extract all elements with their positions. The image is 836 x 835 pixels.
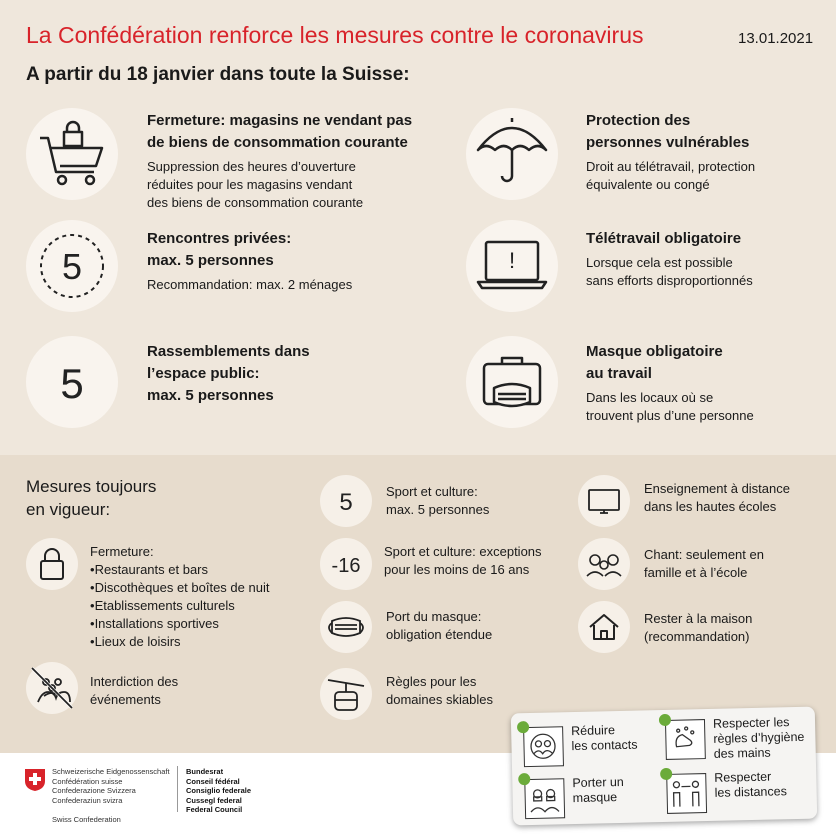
measure-heading: Rassemblements dans l’espace public: max. 5 personnes	[147, 343, 310, 404]
five-circle-icon	[26, 336, 118, 428]
monitor-icon	[578, 475, 630, 527]
measure-body: Dans les locaux où se trouvent plus d’une personne	[586, 390, 754, 423]
mask-extended: Port du masque: obligation étendue	[386, 609, 493, 642]
measure-heading: Télétravail obligatoire	[586, 230, 742, 247]
singing-family-icon	[578, 538, 630, 590]
gondola-icon	[320, 668, 372, 720]
card-text: Respecter les distances	[714, 769, 788, 800]
five-label: 5	[60, 360, 84, 407]
minus-sixteen-icon	[320, 538, 372, 590]
briefcase-mask-icon	[466, 336, 558, 428]
minus-sixteen-label: -16	[331, 555, 361, 577]
five-icon	[320, 475, 372, 527]
house-icon	[578, 601, 630, 653]
measure-body: Lorsque cela est possible sans efforts disproportionnés	[586, 255, 753, 288]
card-text: Respecter les règles d’hygiène des mains	[712, 715, 805, 761]
list-item: • Restaurants et bars	[90, 561, 320, 579]
confederation-names: Schweizerische Eidgenossenschaft Confédération suisse Confederazione Svizzera Confederaziun svizra	[52, 767, 170, 805]
five-label: 5	[61, 246, 83, 287]
measure-private-meetings	[147, 228, 447, 294]
reduce-contacts-icon	[523, 726, 564, 767]
federal-council-names: Bundesrat Conseil fédéral Consiglio federale Cussegl federal Federal Council	[186, 767, 252, 814]
umbrella-icon	[466, 108, 558, 200]
sport-culture-limit: Sport et culture: max. 5 personnes	[386, 484, 490, 517]
hygiene-card	[511, 707, 817, 826]
card-item-keep-distance	[660, 763, 811, 818]
padlock-icon	[26, 538, 78, 590]
measure-vulnerable	[586, 110, 816, 194]
closure-list	[90, 543, 320, 651]
five-label: 5	[339, 489, 353, 516]
wear-mask-icon	[524, 778, 565, 819]
publication-date: 13.01.2021	[738, 30, 814, 47]
warning-label: !	[508, 248, 516, 273]
shopping-cart-lock-icon	[26, 108, 118, 200]
page-title: La Confédération renforce les mesures contre le coronavirus	[26, 22, 644, 48]
sport-culture-exceptions: Sport et culture: exceptions pour les moins de 16 ans	[384, 544, 542, 577]
ski-rules: Règles pour les domaines skiables	[386, 674, 493, 707]
list-item: • Discothèques et boîtes de nuit	[90, 579, 320, 597]
card-item-reduce-contacts	[517, 716, 668, 771]
subtitle: A partir du 18 janvier dans toute la Suisse:	[26, 64, 410, 85]
five-dashed-circle-icon	[26, 220, 118, 312]
face-mask-icon	[320, 601, 372, 653]
measure-shop-closure	[147, 110, 447, 212]
events-ban: Interdiction des événements	[90, 674, 179, 707]
crowd-crossed-icon	[26, 662, 78, 714]
closure-label: Fermeture:	[90, 544, 154, 559]
logo-divider	[177, 766, 178, 812]
card-text: Réduire les contacts	[571, 723, 638, 754]
measure-heading: Masque obligatoire au travail	[586, 343, 723, 382]
card-item-hand-hygiene	[659, 709, 810, 764]
measure-body: Suppression des heures d’ouverture réduites pour les magasins vendant des biens de consommation courante	[147, 159, 364, 210]
measure-heading: Protection des personnes vulnérables	[586, 112, 750, 151]
swiss-confederation-en: Swiss Confederation	[52, 815, 121, 824]
hand-hygiene-icon	[665, 719, 706, 760]
measure-heading: Rencontres privées: max. 5 personnes	[147, 230, 292, 269]
list-item: • Lieux de loisirs	[90, 633, 320, 651]
measure-mask-at-work	[586, 341, 816, 425]
swiss-cross-logo	[24, 768, 46, 792]
keep-distance-icon	[666, 773, 707, 814]
measure-body: Recommandation: max. 2 ménages	[147, 277, 353, 292]
stay-home: Rester à la maison (recommandation)	[644, 611, 753, 644]
card-text: Porter un masque	[572, 774, 624, 806]
distance-learning: Enseignement à distance dans les hautes écoles	[644, 481, 790, 514]
existing-measures-title: Mesures toujours en vigueur:	[26, 477, 157, 519]
card-item-wear-mask	[518, 768, 669, 823]
list-item: • Installations sportives	[90, 615, 320, 633]
measure-public-gatherings	[147, 341, 447, 407]
laptop-warning-icon	[466, 220, 558, 312]
measure-body: Droit au télétravail, protection équivalente ou congé	[586, 159, 756, 192]
closure-items	[90, 561, 320, 651]
list-item: • Etablissements culturels	[90, 597, 320, 615]
measure-heading: Fermeture: magasins ne vendant pas de biens de consommation courante	[147, 112, 413, 151]
measure-telework	[586, 228, 816, 290]
choir-rules: Chant: seulement en famille et à l’école	[644, 547, 764, 580]
